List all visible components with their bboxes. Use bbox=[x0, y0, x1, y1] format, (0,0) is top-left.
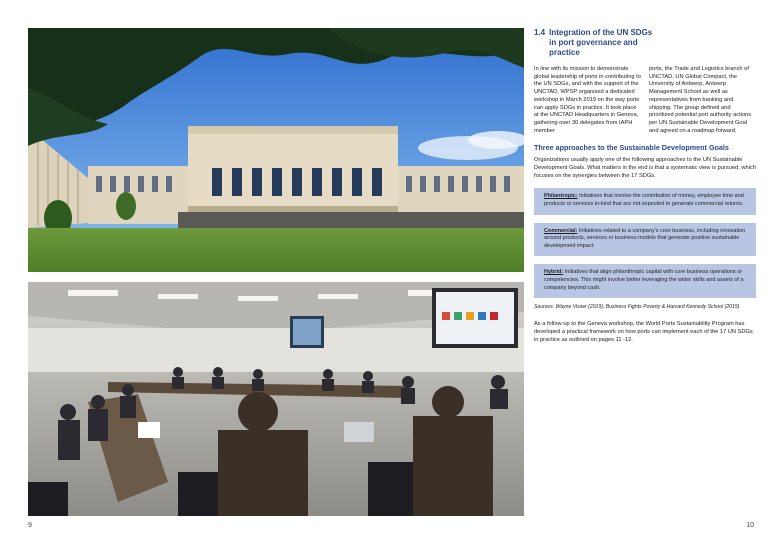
section-title: Integration of the UN SDGs in port governance and practice bbox=[549, 28, 653, 57]
approach-label: Commercial: bbox=[544, 227, 578, 234]
approach-box-commercial bbox=[534, 223, 756, 257]
palace-of-nations-photo bbox=[28, 28, 524, 272]
right-page bbox=[534, 28, 756, 344]
approach-label: Philantropic: bbox=[544, 193, 578, 200]
approach-box-philantropic bbox=[534, 188, 756, 214]
approach-text: Initiatives that align philanthropic capital with core business operations or competencies. This might involve better leveraging the wider skills and assets of a company beyond cash. bbox=[544, 269, 744, 291]
approaches-heading: Three approaches to the Sustainable Development Goals bbox=[534, 143, 729, 153]
section-body bbox=[534, 66, 756, 135]
section-heading bbox=[534, 28, 756, 58]
workshop-meeting-photo bbox=[28, 282, 524, 516]
sources-note: Sources: Wayne Visser (2019), Business Fights Poverty & Harvard Kennedy School (2015) bbox=[534, 304, 740, 311]
closing-paragraph: As a follow-up to the Geneva workshop, the World Ports Sustainability Program has developed a practical framework on how ports can implement each of the 17 UN SDGs in practice as outlined on pages 11 -12. bbox=[534, 321, 753, 343]
approach-box-hybrid bbox=[534, 264, 756, 298]
approach-text: Initiatives that involve the contribution of money, employee time and products or services in-kind that are not expected to generate commercial returns. bbox=[544, 193, 744, 208]
approach-label: Hybrid: bbox=[544, 269, 564, 276]
page-number-right: 10 bbox=[746, 522, 754, 529]
approaches-intro: Organizations usually apply one of the following approaches to the UN Sustainable Development Goals. What matters in the end is that a systematic view is pursued, which focuses on the synergies between the 17 SDGs. bbox=[534, 157, 756, 179]
approach-text: Initiatives related to a company's core business, including innovation around products, services or business models that generate positive sustainable development impact. bbox=[544, 227, 746, 249]
page-number-left: 9 bbox=[28, 522, 32, 529]
body-column-1: In line with its mission to demonstrate global leadership of ports in contributing to the UN SDGs, and with the support of the UNCTAD, WPSP organised a dedicated workshop in March 2019 on the way ports can apply SDGs in practice. It took place at the UNCTAD Headquarters in Geneva, gathering over 30 delegates from IAPH member bbox=[534, 66, 641, 134]
body-column-2: ports, the Trade and Logistics branch of UNCTAD, UN Global Compact, the University of Antwerp, Antwerp Management School as well as representatives from banking and shipping. The group defined and prioritized potential port authority actions per UN Sustainable Development Goal and agreed on a roadmap forward. bbox=[649, 66, 752, 134]
section-number: 1.4 bbox=[534, 28, 546, 37]
